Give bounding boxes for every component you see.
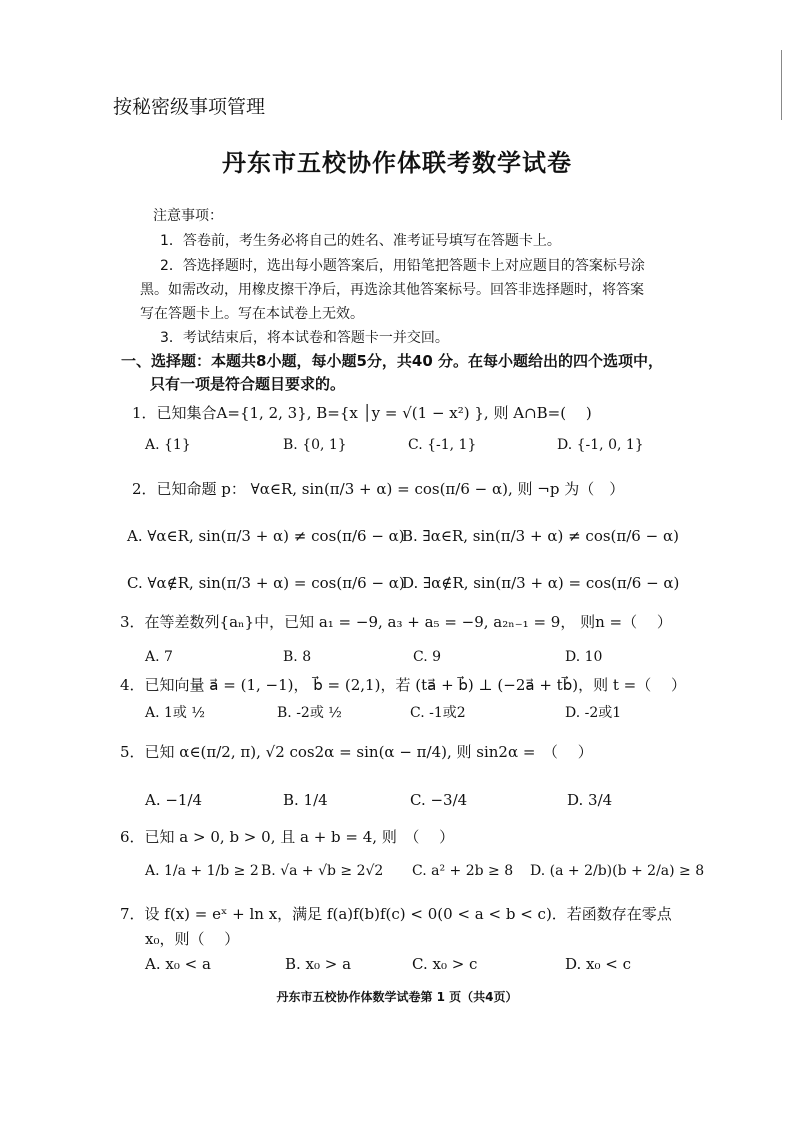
question-2-option-c: C. ∀α∉R, sin(π/3 + α) = cos(π/6 − α)	[127, 574, 405, 592]
question-7-stem-line-2: x₀，则（ ）	[145, 930, 240, 948]
question-5-option-a: A. −1/4	[145, 791, 203, 809]
secrecy-label: 按秘密级事项管理	[113, 96, 266, 118]
notice-line-2a: 2．答选择题时，选出每小题答案后，用铅笔把答题卡上对应题目的答案标号涂	[160, 258, 645, 274]
scan-edge-mark	[781, 50, 782, 120]
question-6-option-d: D. (a + 2/b)(b + 2/a) ≥ 8	[530, 863, 705, 879]
question-2-stem: 2．已知命题 p： ∀α∈R, sin(π/3 + α) = cos(π/6 − α), 则 ¬p 为（ ）	[132, 480, 625, 498]
question-4-option-d: D. -2或1	[565, 705, 622, 721]
section-heading-line-2: 只有一项是符合题目要求的。	[150, 375, 346, 393]
question-1-option-a: A. {1}	[145, 437, 191, 453]
page-footer: 丹东市五校协作体数学试卷第 1 页（共4页）	[276, 990, 518, 1004]
notice-line-3: 3．考试结束后，将本试卷和答题卡一并交回。	[160, 330, 449, 346]
question-1-option-d: D. {-1, 0, 1}	[557, 437, 644, 453]
exam-title: 丹东市五校协作体联考数学试卷	[222, 149, 572, 177]
notice-line-2b: 黑。如需改动，用橡皮擦干净后，再选涂其他答案标号。回答非选择题时，将答案	[140, 282, 644, 298]
question-6-stem: 6．已知 a > 0, b > 0, 且 a + b = 4, 则 （ ）	[120, 828, 455, 846]
notice-line-1: 1．答卷前，考生务必将自己的姓名、准考证号填写在答题卡上。	[160, 233, 561, 249]
question-5-stem: 5．已知 α∈(π/2, π), √2 cos2α = sin(α − π/4), 则 sin2α = （ ）	[120, 743, 593, 761]
notice-line-2c: 写在答题卡上。写在本试卷上无效。	[140, 306, 364, 322]
question-4-option-c: C. -1或2	[410, 705, 466, 721]
question-5-option-c: C. −3/4	[410, 791, 468, 809]
question-6-option-c: C. a² + 2b ≥ 8	[412, 863, 514, 879]
question-7-option-d: D. x₀ < c	[565, 955, 632, 973]
question-6-option-a: A. 1/a + 1/b ≥ 2	[145, 863, 259, 879]
question-4-option-b: B. -2或 ½	[277, 705, 342, 721]
question-7-option-c: C. x₀ > c	[412, 955, 478, 973]
question-1-option-b: B. {0, 1}	[283, 437, 347, 453]
section-heading-line-1: 一、选择题：本题共8小题，每小题5分，共40 分。在每小题给出的四个选项中，	[121, 352, 663, 370]
question-2-option-a: A. ∀α∈R, sin(π/3 + α) ≠ cos(π/6 − α)	[127, 527, 405, 545]
question-5-option-d: D. 3/4	[567, 791, 613, 809]
question-3-option-a: A. 7	[145, 649, 173, 665]
question-3-option-d: D. 10	[565, 649, 603, 665]
question-7-option-a: A. x₀ < a	[145, 955, 211, 973]
question-3-option-b: B. 8	[283, 649, 312, 665]
question-1-option-c: C. {-1, 1}	[408, 437, 477, 453]
question-7-option-b: B. x₀ > a	[285, 955, 352, 973]
question-4-stem: 4．已知向量 a⃗ = (1, −1)， b⃗ = (2,1)，若 (ta⃗ + b⃗) ⊥ (−2a⃗ + tb⃗)，则 t =（ ）	[120, 676, 686, 694]
question-1-stem: 1．已知集合A={1, 2, 3}, B={x │y = √(1 − x²) }, 则 A∩B=( )	[132, 404, 592, 422]
question-2-option-d: D. ∃α∉R, sin(π/3 + α) = cos(π/6 − α)	[402, 574, 680, 592]
question-7-stem-line-1: 7．设 f(x) = eˣ + ln x，满足 f(a)f(b)f(c) < 0(0 < a < b < c)．若函数存在零点	[120, 905, 672, 923]
question-6-option-b: B. √a + √b ≥ 2√2	[261, 863, 384, 879]
notice-heading: 注意事项：	[153, 208, 223, 224]
question-5-option-b: B. 1/4	[283, 791, 328, 809]
question-3-stem: 3．在等差数列{aₙ}中，已知 a₁ = −9, a₃ + a₅ = −9, a₂ₙ₋₁ = 9， 则n =（ ）	[120, 613, 672, 631]
question-4-option-a: A. 1或 ½	[145, 705, 205, 721]
question-2-option-b: B. ∃α∈R, sin(π/3 + α) ≠ cos(π/6 − α)	[402, 527, 679, 545]
question-3-option-c: C. 9	[413, 649, 442, 665]
